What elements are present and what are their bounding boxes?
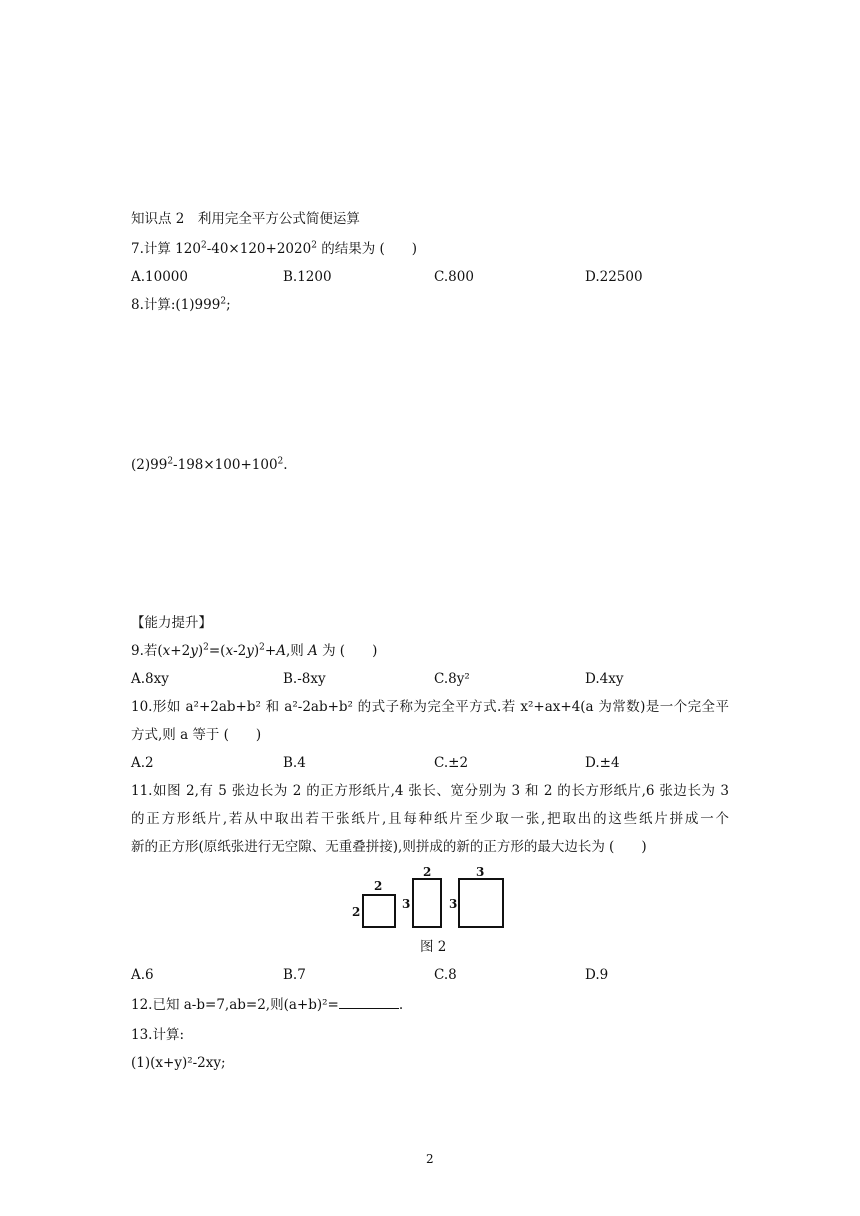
- q9-option-d: D.4xy: [585, 671, 624, 687]
- answer-blank[interactable]: [339, 996, 399, 1009]
- label-square-2-side: 2: [352, 905, 361, 919]
- question-8-part-2: $(2)99^2-198\times 100+100^2$.: [131, 456, 288, 473]
- square-3x3: [458, 878, 504, 928]
- question-11-line-3: 新的正方形(原纸张进行无空隙、无重叠拼接),则拼成的新的正方形的最大边长为 ( ): [131, 839, 647, 855]
- q10-option-b: B.4: [283, 755, 306, 771]
- label-square-3-side: 3: [449, 897, 458, 911]
- section-heading: 知识点 2 利用完全平方公式简便运算: [131, 211, 360, 227]
- label-square-2-top: 2: [374, 879, 383, 893]
- question-10-line-2: 方式,则 a 等于 ( ): [131, 727, 262, 743]
- q9-option-b: B.-8xy: [283, 671, 326, 687]
- q7-option-a: A.10000: [131, 269, 188, 285]
- label-rectangle-side: 3: [402, 897, 411, 911]
- q10-option-c: C.±2: [434, 755, 469, 771]
- rectangle-3x2: [412, 878, 442, 928]
- q10-option-d: D.±4: [585, 755, 620, 771]
- question-7: 7.计算 $120^2-40\times 120+2020^2$ 的结果为 ( ): [131, 240, 417, 257]
- question-11-line-2: 的正方形纸片,若从中取出若干张纸片,且每种纸片至少取一张,把取出的这些纸片拼成一个: [131, 811, 729, 827]
- question-9: 9.若$(x+2y)^2=(x-2y)^2+A$,则 A 为 ( ): [131, 642, 378, 659]
- question-12: 12.已知 a-b=7,ab=2,则(a+b)²= .: [131, 997, 404, 1013]
- q9-option-a: A.8xy: [131, 671, 169, 687]
- q10-option-a: A.2: [131, 755, 154, 771]
- page-number: 2: [426, 1152, 434, 1166]
- question-8-part-1: 8.计算$:(1)999^2$;: [131, 296, 231, 313]
- q7-option-c: C.800: [434, 269, 474, 285]
- label-rectangle-top: 2: [423, 865, 432, 879]
- ability-heading: 【能力提升】: [131, 615, 212, 631]
- q7-option-b: B.1200: [283, 269, 332, 285]
- q11-option-a: A.6: [131, 967, 154, 983]
- q11-option-d: D.9: [585, 967, 609, 983]
- figure-caption: 图 2: [420, 939, 447, 955]
- label-square-3-top: 3: [476, 865, 485, 879]
- q9-option-c: C.8y²: [434, 671, 470, 687]
- q11-option-c: C.8: [434, 967, 457, 983]
- question-10-line-1: 10.形如 a²+2ab+b² 和 a²-2ab+b² 的式子称为完全平方式.若 x²+ax+4(a 为常数)是一个完全平: [131, 699, 729, 715]
- square-2x2: [362, 894, 396, 928]
- question-13-title: 13.计算:: [131, 1027, 185, 1043]
- question-13-part-1: (1)(x+y)²-2xy;: [131, 1055, 226, 1071]
- q7-option-d: D.22500: [585, 269, 643, 285]
- question-11-line-1: 11.如图 2,有 5 张边长为 2 的正方形纸片,4 张长、宽分别为 3 和 2 的长方形纸片,6 张边长为 3: [131, 783, 729, 799]
- q11-option-b: B.7: [283, 967, 306, 983]
- figure-2: [352, 866, 512, 930]
